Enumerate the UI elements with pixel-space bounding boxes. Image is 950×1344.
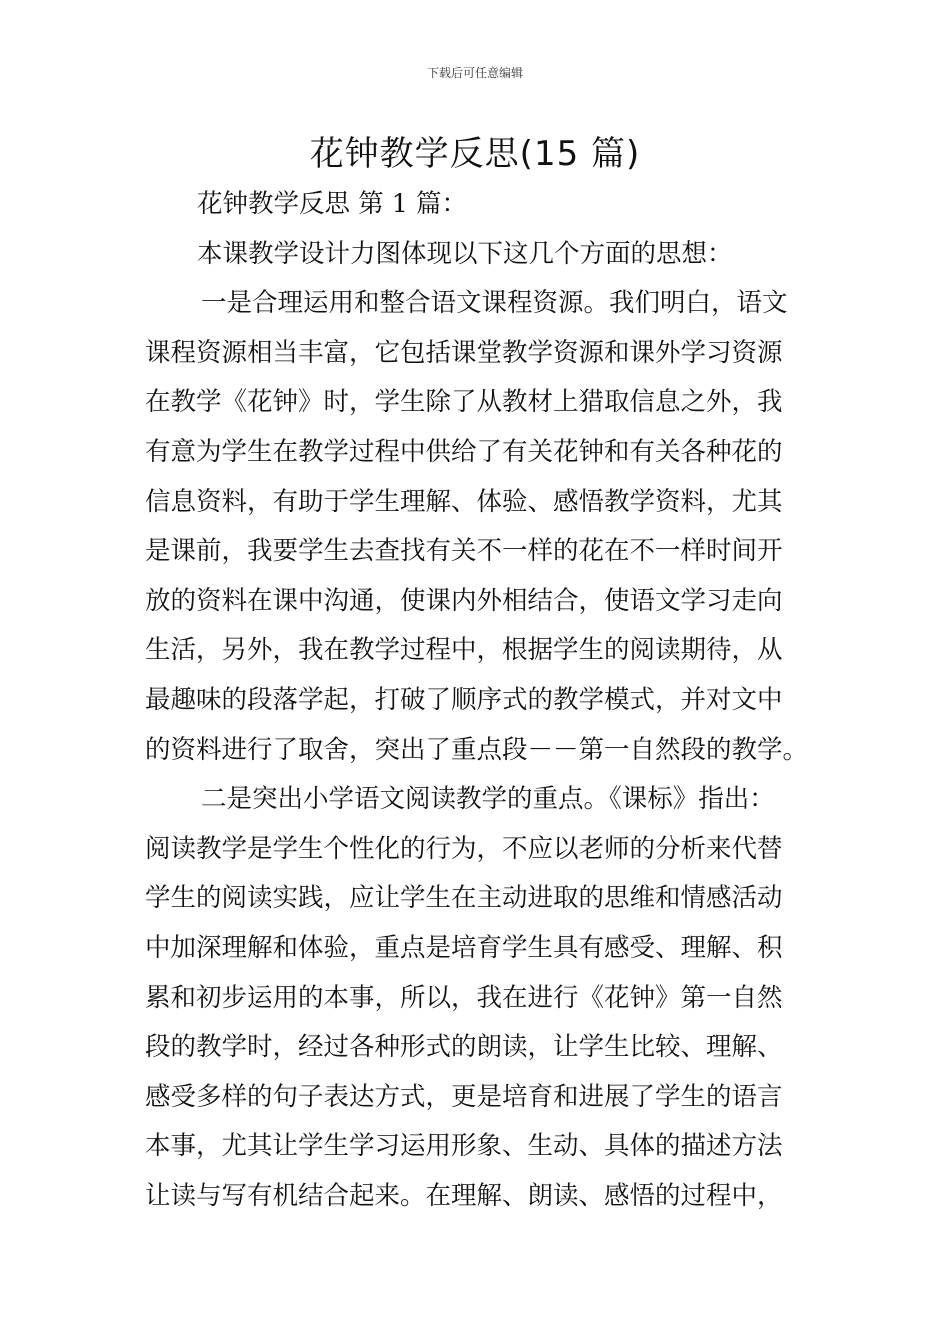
paragraph-1-line: 最趣味的段落学起，打破了顺序式的教学模式，并对文中	[145, 684, 783, 715]
paragraph-2-line: 累和初步运用的本事，所以，我在进行《花钟》第一自然	[145, 982, 783, 1013]
document-title: 花钟教学反思(15 篇)	[309, 134, 641, 174]
paragraph-1-line: 课程资源相当丰富，它包括课堂教学资源和课外学习资源	[145, 337, 783, 368]
paragraph-2-line: 学生的阅读实践，应让学生在主动进取的思维和情感活动	[145, 883, 783, 914]
paragraph-1-line: 生活，另外，我在教学过程中，根据学生的阅读期待，从	[145, 635, 783, 666]
paragraph-1-line: 一是合理运用和整合语文课程资源。我们明白，语文	[201, 288, 788, 319]
paragraph-1-line: 有意为学生在教学过程中供给了有关花钟和有关各种花的	[145, 436, 783, 467]
paragraph-2-line: 二是突出小学语文阅读教学的重点。《课标》指出：	[201, 784, 775, 815]
paragraph-1-line: 信息资料，有助于学生理解、体验、感悟教学资料，尤其	[145, 486, 783, 517]
paragraph-2-line: 感受多样的句子表达方式，更是培育和进展了学生的语言	[145, 1081, 783, 1112]
document-body	[145, 180, 809, 1221]
paragraph-1-line: 的资料进行了取舍，突出了重点段－－第一自然段的教学。	[145, 734, 809, 765]
paragraph-2-line: 阅读教学是学生个性化的行为，不应以老师的分析来代替	[145, 833, 783, 864]
header-note: 下载后可任意编辑	[426, 66, 523, 80]
paragraph-1-line: 放的资料在课中沟通，使课内外相结合，使语文学习走向	[145, 585, 783, 616]
paragraph-intro: 本课教学设计力图体现以下这几个方面的思想：	[197, 238, 733, 269]
section-heading: 花钟教学反思 第 1 篇：	[197, 189, 468, 219]
paragraph-2-line: 中加深理解和体验，重点是培育学生具有感受、理解、积	[145, 932, 783, 963]
paragraph-1-line: 是课前，我要学生去查找有关不一样的花在不一样时间开	[145, 536, 783, 567]
paragraph-2-line: 让读与写有机结合起来。在理解、朗读、感悟的过程中，	[145, 1180, 783, 1211]
paragraph-2-line: 段的教学时，经过各种形式的朗读，让学生比较、理解、	[145, 1032, 783, 1063]
paragraph-1-line: 在教学《花钟》时，学生除了从教材上猎取信息之外，我	[145, 387, 783, 418]
paragraph-2-line: 本事，尤其让学生学习运用形象、生动、具体的描述方法	[145, 1131, 783, 1162]
